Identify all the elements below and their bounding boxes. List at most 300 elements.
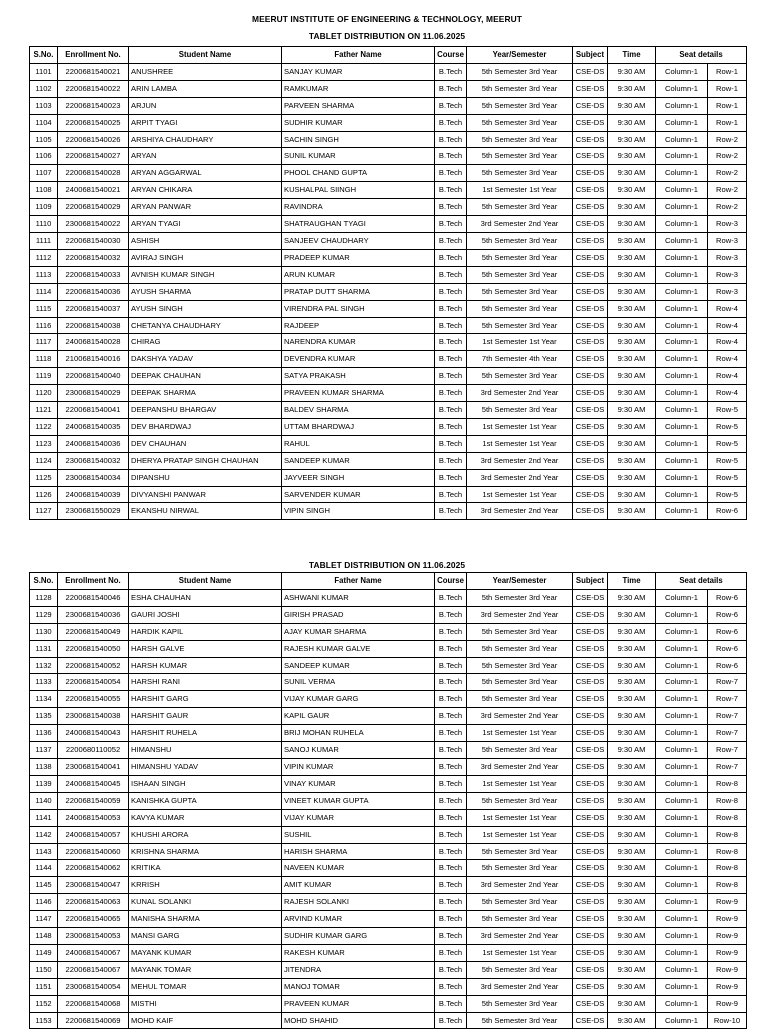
cell-enrollment: 2400681540039 xyxy=(58,486,129,503)
cell-seat-column: Column-1 xyxy=(656,435,708,452)
cell-seat-column: Column-1 xyxy=(656,860,708,877)
cell-enrollment: 2300681540029 xyxy=(58,385,129,402)
cell-student-name: KRRISH xyxy=(129,877,282,894)
cell-enrollment: 2400681540045 xyxy=(58,775,129,792)
cell-subject: CSE-DS xyxy=(573,809,608,826)
cell-student-name: ESHA CHAUHAN xyxy=(129,589,282,606)
cell-enrollment: 2300681540036 xyxy=(58,606,129,623)
cell-enrollment: 2200681540040 xyxy=(58,368,129,385)
cell-seat-column: Column-1 xyxy=(656,97,708,114)
cell-sno: 1121 xyxy=(30,402,58,419)
cell-sno: 1119 xyxy=(30,368,58,385)
cell-course: B.Tech xyxy=(435,503,467,520)
cell-sno: 1147 xyxy=(30,911,58,928)
cell-subject: CSE-DS xyxy=(573,944,608,961)
cell-student-name: ARYAN CHIKARA xyxy=(129,182,282,199)
cell-seat-row: Row-5 xyxy=(708,435,747,452)
cell-time: 9:30 AM xyxy=(608,691,656,708)
header-enrollment: Enrollment No. xyxy=(58,47,129,64)
cell-seat-column: Column-1 xyxy=(656,80,708,97)
cell-course: B.Tech xyxy=(435,148,467,165)
distribution-title: TABLET DISTRIBUTION ON 11.06.2025 xyxy=(308,31,466,41)
cell-enrollment: 2200681540029 xyxy=(58,199,129,216)
cell-course: B.Tech xyxy=(435,691,467,708)
cell-subject: CSE-DS xyxy=(573,80,608,97)
cell-year-semester: 5th Semester 3rd Year xyxy=(467,589,573,606)
cell-student-name: AVNISH KUMAR SINGH xyxy=(129,266,282,283)
cell-seat-row: Row-7 xyxy=(708,674,747,691)
cell-time: 9:30 AM xyxy=(608,232,656,249)
cell-father-name: DEVENDRA KUMAR xyxy=(282,351,435,368)
cell-seat-column: Column-1 xyxy=(656,775,708,792)
cell-seat-column: Column-1 xyxy=(656,742,708,759)
cell-course: B.Tech xyxy=(435,589,467,606)
cell-course: B.Tech xyxy=(435,961,467,978)
cell-seat-row: Row-6 xyxy=(708,503,747,520)
cell-time: 9:30 AM xyxy=(608,131,656,148)
cell-seat-row: Row-9 xyxy=(708,928,747,945)
cell-sno: 1142 xyxy=(30,826,58,843)
cell-sno: 1122 xyxy=(30,418,58,435)
cell-year-semester: 1st Semester 1st Year xyxy=(467,826,573,843)
cell-sno: 1102 xyxy=(30,80,58,97)
cell-enrollment: 2300681550029 xyxy=(58,503,129,520)
table-row xyxy=(30,860,747,877)
cell-enrollment: 2200681540038 xyxy=(58,317,129,334)
cell-student-name: AVIRAJ SINGH xyxy=(129,249,282,266)
cell-course: B.Tech xyxy=(435,80,467,97)
cell-student-name: MAYANK TOMAR xyxy=(129,961,282,978)
cell-father-name: SANJAY KUMAR xyxy=(282,63,435,80)
cell-course: B.Tech xyxy=(435,640,467,657)
cell-subject: CSE-DS xyxy=(573,725,608,742)
cell-time: 9:30 AM xyxy=(608,894,656,911)
cell-course: B.Tech xyxy=(435,657,467,674)
cell-seat-row: Row-7 xyxy=(708,708,747,725)
cell-father-name: PRATAP DUTT SHARMA xyxy=(282,283,435,300)
cell-subject: CSE-DS xyxy=(573,232,608,249)
cell-year-semester: 5th Semester 3rd Year xyxy=(467,283,573,300)
cell-father-name: SUNIL KUMAR xyxy=(282,148,435,165)
cell-student-name: ARYAN xyxy=(129,148,282,165)
header-student-name: Student Name xyxy=(129,573,282,590)
cell-seat-row: Row-8 xyxy=(708,826,747,843)
distribution-table-1 xyxy=(29,46,747,520)
table-row xyxy=(30,758,747,775)
cell-sno: 1151 xyxy=(30,978,58,995)
cell-year-semester: 5th Semester 3rd Year xyxy=(467,114,573,131)
cell-enrollment: 2200681540026 xyxy=(58,131,129,148)
cell-course: B.Tech xyxy=(435,385,467,402)
cell-seat-row: Row-8 xyxy=(708,809,747,826)
cell-year-semester: 1st Semester 1st Year xyxy=(467,334,573,351)
cell-subject: CSE-DS xyxy=(573,843,608,860)
table-row xyxy=(30,131,747,148)
cell-subject: CSE-DS xyxy=(573,894,608,911)
cell-year-semester: 1st Semester 1st Year xyxy=(467,182,573,199)
cell-seat-column: Column-1 xyxy=(656,928,708,945)
table-row xyxy=(30,300,747,317)
table-row xyxy=(30,249,747,266)
cell-time: 9:30 AM xyxy=(608,606,656,623)
cell-course: B.Tech xyxy=(435,944,467,961)
table-row xyxy=(30,486,747,503)
cell-year-semester: 1st Semester 1st Year xyxy=(467,725,573,742)
cell-seat-row: Row-5 xyxy=(708,402,747,419)
cell-father-name: RAJESH SOLANKI xyxy=(282,894,435,911)
cell-subject: CSE-DS xyxy=(573,182,608,199)
cell-subject: CSE-DS xyxy=(573,640,608,657)
cell-sno: 1141 xyxy=(30,809,58,826)
cell-year-semester: 1st Semester 1st Year xyxy=(467,809,573,826)
cell-course: B.Tech xyxy=(435,486,467,503)
cell-enrollment: 2200681540033 xyxy=(58,266,129,283)
cell-enrollment: 2400681540043 xyxy=(58,725,129,742)
cell-student-name: KUNAL SOLANKI xyxy=(129,894,282,911)
cell-subject: CSE-DS xyxy=(573,418,608,435)
cell-sno: 1134 xyxy=(30,691,58,708)
cell-student-name: HARSHI RANI xyxy=(129,674,282,691)
cell-course: B.Tech xyxy=(435,334,467,351)
cell-time: 9:30 AM xyxy=(608,623,656,640)
cell-seat-row: Row-2 xyxy=(708,131,747,148)
cell-subject: CSE-DS xyxy=(573,351,608,368)
cell-subject: CSE-DS xyxy=(573,148,608,165)
cell-time: 9:30 AM xyxy=(608,725,656,742)
cell-enrollment: 2200681540030 xyxy=(58,232,129,249)
cell-year-semester: 5th Semester 3rd Year xyxy=(467,894,573,911)
cell-seat-column: Column-1 xyxy=(656,589,708,606)
cell-seat-row: Row-2 xyxy=(708,165,747,182)
cell-course: B.Tech xyxy=(435,708,467,725)
table-row xyxy=(30,708,747,725)
cell-seat-row: Row-7 xyxy=(708,691,747,708)
cell-father-name: SACHIN SINGH xyxy=(282,131,435,148)
cell-student-name: MAYANK KUMAR xyxy=(129,944,282,961)
cell-course: B.Tech xyxy=(435,742,467,759)
cell-student-name: KAVYA KUMAR xyxy=(129,809,282,826)
cell-subject: CSE-DS xyxy=(573,877,608,894)
distribution-title-2: TABLET DISTRIBUTION ON 11.06.2025 xyxy=(308,560,466,570)
cell-course: B.Tech xyxy=(435,452,467,469)
cell-sno: 1126 xyxy=(30,486,58,503)
cell-seat-column: Column-1 xyxy=(656,792,708,809)
cell-time: 9:30 AM xyxy=(608,114,656,131)
cell-time: 9:30 AM xyxy=(608,877,656,894)
cell-course: B.Tech xyxy=(435,606,467,623)
cell-seat-column: Column-1 xyxy=(656,402,708,419)
cell-student-name: MANSI GARG xyxy=(129,928,282,945)
cell-enrollment: 2200681540022 xyxy=(58,80,129,97)
cell-father-name: AJAY KUMAR SHARMA xyxy=(282,623,435,640)
cell-student-name: DEEPANSHU BHARGAV xyxy=(129,402,282,419)
cell-enrollment: 2300681540054 xyxy=(58,978,129,995)
cell-student-name: ARIN LAMBA xyxy=(129,80,282,97)
table-row xyxy=(30,418,747,435)
cell-subject: CSE-DS xyxy=(573,911,608,928)
cell-father-name: RAMKUMAR xyxy=(282,80,435,97)
cell-seat-column: Column-1 xyxy=(656,911,708,928)
cell-seat-column: Column-1 xyxy=(656,165,708,182)
cell-seat-row: Row-3 xyxy=(708,266,747,283)
cell-enrollment: 2300681540047 xyxy=(58,877,129,894)
cell-sno: 1152 xyxy=(30,995,58,1012)
cell-sno: 1117 xyxy=(30,334,58,351)
distribution-table-2 xyxy=(29,572,747,1029)
cell-seat-row: Row-9 xyxy=(708,961,747,978)
cell-sno: 1111 xyxy=(30,232,58,249)
cell-time: 9:30 AM xyxy=(608,503,656,520)
cell-sno: 1107 xyxy=(30,165,58,182)
cell-year-semester: 3rd Semester 2nd Year xyxy=(467,452,573,469)
cell-time: 9:30 AM xyxy=(608,182,656,199)
cell-year-semester: 5th Semester 3rd Year xyxy=(467,249,573,266)
cell-subject: CSE-DS xyxy=(573,114,608,131)
cell-time: 9:30 AM xyxy=(608,385,656,402)
cell-subject: CSE-DS xyxy=(573,995,608,1012)
cell-seat-row: Row-9 xyxy=(708,995,747,1012)
table-row xyxy=(30,877,747,894)
cell-time: 9:30 AM xyxy=(608,199,656,216)
cell-student-name: KRISHNA SHARMA xyxy=(129,843,282,860)
cell-student-name: AYUSH SHARMA xyxy=(129,283,282,300)
cell-time: 9:30 AM xyxy=(608,165,656,182)
cell-seat-row: Row-3 xyxy=(708,249,747,266)
cell-seat-column: Column-1 xyxy=(656,131,708,148)
cell-student-name: ANUSHREE xyxy=(129,63,282,80)
table-body xyxy=(30,589,747,1029)
cell-sno: 1139 xyxy=(30,775,58,792)
cell-student-name: CHETANYA CHAUDHARY xyxy=(129,317,282,334)
cell-student-name: KHUSHI ARORA xyxy=(129,826,282,843)
cell-year-semester: 3rd Semester 2nd Year xyxy=(467,469,573,486)
header-year-semester: Year/Semester xyxy=(467,573,573,590)
header-seat-details: Seat details xyxy=(656,573,747,590)
cell-sno: 1116 xyxy=(30,317,58,334)
cell-time: 9:30 AM xyxy=(608,674,656,691)
cell-father-name: ARUN KUMAR xyxy=(282,266,435,283)
header-seat-details: Seat details xyxy=(656,47,747,64)
cell-student-name: EKANSHU NIRWAL xyxy=(129,503,282,520)
cell-year-semester: 5th Semester 3rd Year xyxy=(467,792,573,809)
cell-course: B.Tech xyxy=(435,351,467,368)
cell-seat-column: Column-1 xyxy=(656,758,708,775)
table-row xyxy=(30,368,747,385)
cell-subject: CSE-DS xyxy=(573,385,608,402)
cell-year-semester: 1st Semester 1st Year xyxy=(467,775,573,792)
cell-student-name: DAKSHYA YADAV xyxy=(129,351,282,368)
cell-seat-row: Row-1 xyxy=(708,63,747,80)
cell-father-name: VIJAY KUMAR GARG xyxy=(282,691,435,708)
cell-course: B.Tech xyxy=(435,792,467,809)
table-row xyxy=(30,283,747,300)
cell-father-name: SUSHIL xyxy=(282,826,435,843)
cell-seat-row: Row-5 xyxy=(708,486,747,503)
cell-student-name: DIPANSHU xyxy=(129,469,282,486)
cell-course: B.Tech xyxy=(435,894,467,911)
cell-enrollment: 2400681540057 xyxy=(58,826,129,843)
cell-student-name: ARYAN TYAGI xyxy=(129,216,282,233)
cell-student-name: MOHD KAIF xyxy=(129,1012,282,1029)
cell-year-semester: 5th Semester 3rd Year xyxy=(467,843,573,860)
cell-enrollment: 2200681540046 xyxy=(58,589,129,606)
cell-sno: 1127 xyxy=(30,503,58,520)
cell-father-name: JAYVEER SINGH xyxy=(282,469,435,486)
header-enrollment: Enrollment No. xyxy=(58,573,129,590)
cell-year-semester: 5th Semester 3rd Year xyxy=(467,995,573,1012)
cell-father-name: RAKESH KUMAR xyxy=(282,944,435,961)
cell-seat-row: Row-8 xyxy=(708,843,747,860)
cell-seat-row: Row-2 xyxy=(708,199,747,216)
cell-father-name: PRAVEEN KUMAR xyxy=(282,995,435,1012)
cell-student-name: ARSHIYA CHAUDHARY xyxy=(129,131,282,148)
cell-sno: 1118 xyxy=(30,351,58,368)
cell-seat-column: Column-1 xyxy=(656,486,708,503)
cell-time: 9:30 AM xyxy=(608,435,656,452)
table-row xyxy=(30,182,747,199)
cell-father-name: SHATRAUGHAN TYAGI xyxy=(282,216,435,233)
cell-sno: 1124 xyxy=(30,452,58,469)
table-row xyxy=(30,742,747,759)
table-row xyxy=(30,623,747,640)
cell-time: 9:30 AM xyxy=(608,843,656,860)
table-row xyxy=(30,97,747,114)
cell-enrollment: 2200681540067 xyxy=(58,961,129,978)
cell-father-name: UTTAM BHARDWAJ xyxy=(282,418,435,435)
cell-seat-column: Column-1 xyxy=(656,995,708,1012)
cell-seat-row: Row-6 xyxy=(708,657,747,674)
cell-student-name: ISHAAN SINGH xyxy=(129,775,282,792)
cell-seat-column: Column-1 xyxy=(656,199,708,216)
cell-seat-row: Row-8 xyxy=(708,775,747,792)
cell-student-name: DEEPAK SHARMA xyxy=(129,385,282,402)
cell-father-name: MANOJ TOMAR xyxy=(282,978,435,995)
header-time: Time xyxy=(608,47,656,64)
cell-time: 9:30 AM xyxy=(608,97,656,114)
cell-enrollment: 2200681540059 xyxy=(58,792,129,809)
cell-course: B.Tech xyxy=(435,182,467,199)
cell-course: B.Tech xyxy=(435,725,467,742)
cell-enrollment: 2200681540036 xyxy=(58,283,129,300)
cell-sno: 1129 xyxy=(30,606,58,623)
cell-course: B.Tech xyxy=(435,63,467,80)
cell-subject: CSE-DS xyxy=(573,300,608,317)
header-course: Course xyxy=(435,573,467,590)
cell-seat-row: Row-7 xyxy=(708,758,747,775)
cell-sno: 1113 xyxy=(30,266,58,283)
cell-father-name: KUSHALPAL SIINGH xyxy=(282,182,435,199)
cell-time: 9:30 AM xyxy=(608,928,656,945)
cell-course: B.Tech xyxy=(435,131,467,148)
table-row xyxy=(30,961,747,978)
cell-student-name: ARJUN xyxy=(129,97,282,114)
cell-enrollment: 2200680110052 xyxy=(58,742,129,759)
table-row xyxy=(30,385,747,402)
table-row xyxy=(30,435,747,452)
cell-year-semester: 5th Semester 3rd Year xyxy=(467,266,573,283)
cell-subject: CSE-DS xyxy=(573,402,608,419)
cell-subject: CSE-DS xyxy=(573,674,608,691)
cell-course: B.Tech xyxy=(435,317,467,334)
cell-sno: 1145 xyxy=(30,877,58,894)
cell-time: 9:30 AM xyxy=(608,657,656,674)
cell-seat-row: Row-5 xyxy=(708,452,747,469)
cell-enrollment: 2300681540022 xyxy=(58,216,129,233)
table-row xyxy=(30,995,747,1012)
table-row xyxy=(30,503,747,520)
cell-course: B.Tech xyxy=(435,826,467,843)
cell-sno: 1136 xyxy=(30,725,58,742)
cell-father-name: VINAY KUMAR xyxy=(282,775,435,792)
cell-student-name: MANISHA SHARMA xyxy=(129,911,282,928)
cell-student-name: HARDIK KAPIL xyxy=(129,623,282,640)
cell-subject: CSE-DS xyxy=(573,691,608,708)
cell-father-name: RAJESH KUMAR GALVE xyxy=(282,640,435,657)
cell-student-name: ARYAN AGGARWAL xyxy=(129,165,282,182)
table-row xyxy=(30,63,747,80)
cell-subject: CSE-DS xyxy=(573,1012,608,1029)
cell-father-name: ASHWANI KUMAR xyxy=(282,589,435,606)
cell-sno: 1130 xyxy=(30,623,58,640)
cell-enrollment: 2400681540028 xyxy=(58,334,129,351)
cell-sno: 1143 xyxy=(30,843,58,860)
cell-father-name: HARISH SHARMA xyxy=(282,843,435,860)
cell-seat-row: Row-9 xyxy=(708,944,747,961)
table-row xyxy=(30,928,747,945)
cell-subject: CSE-DS xyxy=(573,742,608,759)
table-row xyxy=(30,606,747,623)
cell-time: 9:30 AM xyxy=(608,809,656,826)
cell-seat-row: Row-4 xyxy=(708,368,747,385)
cell-seat-row: Row-8 xyxy=(708,877,747,894)
cell-student-name: AYUSH SINGH xyxy=(129,300,282,317)
cell-year-semester: 5th Semester 3rd Year xyxy=(467,961,573,978)
cell-time: 9:30 AM xyxy=(608,334,656,351)
cell-enrollment: 2200681540069 xyxy=(58,1012,129,1029)
cell-enrollment: 2200681540052 xyxy=(58,657,129,674)
cell-time: 9:30 AM xyxy=(608,961,656,978)
cell-seat-column: Column-1 xyxy=(656,691,708,708)
cell-subject: CSE-DS xyxy=(573,452,608,469)
cell-father-name: SUDHIR KUMAR xyxy=(282,114,435,131)
cell-father-name: SANDEEP KUMAR xyxy=(282,452,435,469)
cell-time: 9:30 AM xyxy=(608,418,656,435)
cell-subject: CSE-DS xyxy=(573,368,608,385)
cell-year-semester: 3rd Semester 2nd Year xyxy=(467,708,573,725)
cell-course: B.Tech xyxy=(435,809,467,826)
cell-time: 9:30 AM xyxy=(608,249,656,266)
cell-time: 9:30 AM xyxy=(608,63,656,80)
cell-course: B.Tech xyxy=(435,469,467,486)
header-father-name: Father Name xyxy=(282,47,435,64)
table-row xyxy=(30,334,747,351)
cell-subject: CSE-DS xyxy=(573,606,608,623)
cell-sno: 1110 xyxy=(30,216,58,233)
cell-enrollment: 2200681540068 xyxy=(58,995,129,1012)
cell-seat-row: Row-5 xyxy=(708,469,747,486)
cell-year-semester: 3rd Semester 2nd Year xyxy=(467,758,573,775)
cell-student-name: DIVYANSHI PANWAR xyxy=(129,486,282,503)
cell-sno: 1108 xyxy=(30,182,58,199)
cell-seat-row: Row-4 xyxy=(708,351,747,368)
cell-year-semester: 1st Semester 1st Year xyxy=(467,418,573,435)
cell-enrollment: 2400681540067 xyxy=(58,944,129,961)
cell-sno: 1137 xyxy=(30,742,58,759)
cell-seat-row: Row-3 xyxy=(708,216,747,233)
table-row xyxy=(30,826,747,843)
cell-enrollment: 2300681540053 xyxy=(58,928,129,945)
cell-time: 9:30 AM xyxy=(608,792,656,809)
